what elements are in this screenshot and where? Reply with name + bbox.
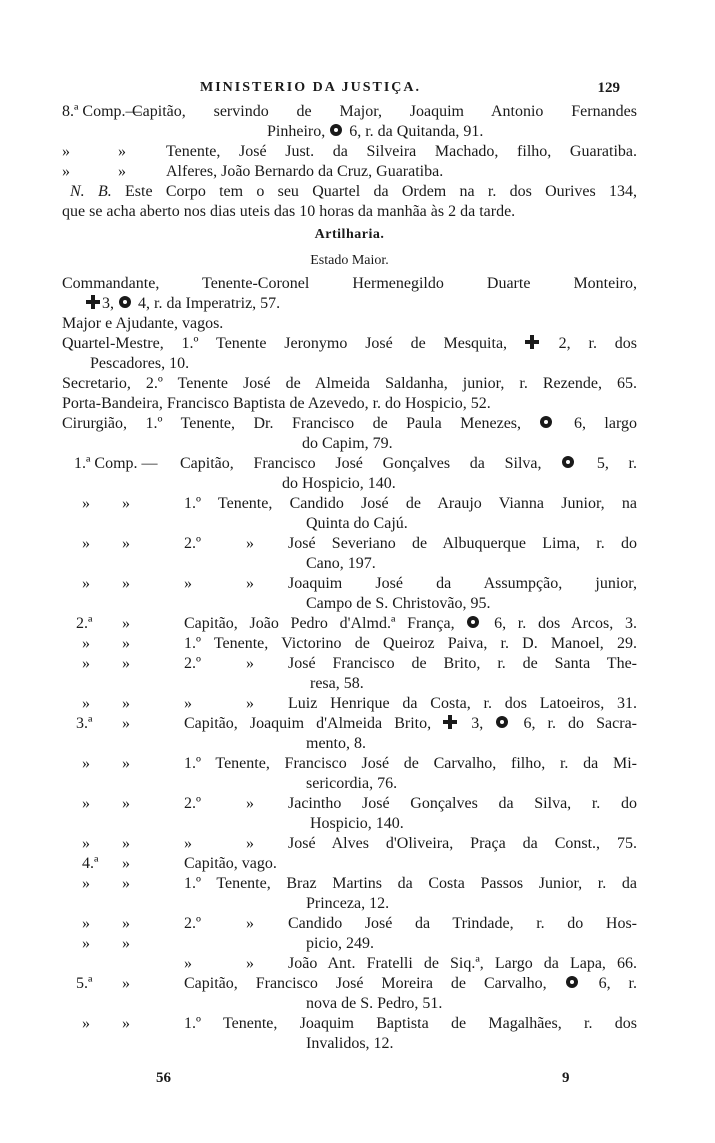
text-line [62,102,637,122]
continuation-text [310,674,637,694]
text-line [62,554,637,574]
section-heading: Artilharia. [314,227,385,242]
continuation-part: Hospicio, 140. [310,815,404,832]
rank-label: 8.ª Comp.— [62,103,142,120]
text-line [62,334,637,354]
ditto-mark: » [122,655,130,672]
continuation-part: Pinheiro, [267,123,330,140]
ditto-mark: » [118,163,126,180]
entry-part: Capitão, Francisco José Moreira de Carvalho, [184,975,565,992]
ditto-mark: » [122,835,130,852]
entry-text: Alferes, João Bernardo da Cruz, Guaratiba. [166,163,444,180]
entry-text: Porta-Bandeira, Francisco Baptista de Azevedo, r. do Hospicio, 52. [62,395,491,412]
rank-label: 3.ª [76,715,93,732]
ditto-mark: » [82,875,90,892]
signature-mark-right: 9 [562,1070,570,1086]
text-line [62,414,637,434]
continuation-text [306,554,637,574]
continuation-text [306,994,637,1014]
continuation-text [306,734,637,754]
decoration-medal-icon [466,615,480,629]
ditto-mark: » [246,835,254,852]
entry-part: 6, r. dos Arcos, 3. [482,615,637,632]
continuation-text [302,434,637,454]
entry-text: João Ant. Fratelli de Siq.ª, Largo da Lapa, 66. [288,955,637,972]
ditto-mark: » [122,855,130,872]
text-line [62,914,637,934]
ditto-mark: » [246,575,254,592]
text-line [62,142,637,162]
ditto-mark: » [82,755,90,772]
rank-label: 2.ª [76,615,93,632]
text-line [62,634,637,654]
ditto-mark: » [184,695,192,712]
text-line [62,934,637,954]
entry-text: Luiz Henrique da Costa, r. dos Latoeiros, 31. [288,695,637,712]
continuation-part: 6, r. da Quitanda, 91. [345,123,484,140]
continuation-text [306,514,637,534]
entry-text: José Severiano de Albuquerque Lima, r. do [288,535,637,552]
ditto-mark: » [82,535,90,552]
continuation-part: nova de S. Pedro, 51. [306,995,443,1012]
text-line [62,374,637,394]
text-line [62,614,637,634]
continuation-part: Princeza, 12. [306,895,390,912]
continuation-text [306,1034,637,1054]
ditto-mark: » [246,955,254,972]
entry-text: Commandante, Tenente-Coronel Hermenegildo Duarte Monteiro, [62,275,637,292]
note-label: N. B. [70,183,112,200]
rank-label: 5.ª [76,975,93,992]
page-number: 129 [597,80,620,96]
ditto-mark: » [82,495,90,512]
continuation-part: resa, 58. [310,675,364,692]
entry-text: 1.º Tenente, Francisco José de Carvalho, filho, r. da Mi- [184,755,637,772]
ditto-mark: » [246,695,254,712]
text-line [62,594,637,614]
text-line [62,1014,637,1034]
entry-text: 1.º Tenente, Victorino de Queiroz Paiva, r. D. Manoel, 29. [184,635,637,652]
ditto-mark: » [82,795,90,812]
ditto-mark: » [82,575,90,592]
entry-part: Capitão, Joaquim d'Almeida Brito, [184,715,444,732]
text-line [62,182,637,202]
ditto-mark: » [122,1015,130,1032]
entry-text [62,414,637,434]
ditto-mark: 2.º [184,915,201,932]
text-line [62,834,637,854]
decoration-medal-icon [539,415,553,429]
entry-text [184,714,637,734]
entry-text: picio, 249. [306,935,374,952]
text-line [62,354,637,374]
entry-part: 6, r. do Sacra- [511,715,637,732]
note-text: Este Corpo tem o seu Quartel da Ordem na r. dos Ourives 134, [125,183,638,200]
ditto-mark: » [122,795,130,812]
ditto-mark: » [122,615,130,632]
text-line [62,954,637,974]
continuation-part: do Hospicio, 140. [282,475,396,492]
entry-text: 1.º Tenente, Joaquim Baptista de Magalhães, r. dos [184,1015,637,1032]
entry-text: José Alves d'Oliveira, Praça da Const., 75. [288,835,637,852]
continuation-text [267,122,637,142]
ditto-mark: » [82,695,90,712]
entry-text: Capitão, servindo de Major, Joaquim Antonio Fernandes [132,103,637,120]
text-line [62,754,637,774]
ditto-mark: » [82,1015,90,1032]
entry-text: Jacintho José Gonçalves da Silva, r. do [288,795,637,812]
continuation-part: Invalidos, 12. [306,1035,394,1052]
text-line [62,894,637,914]
entry-text: Secretario, 2.º Tenente José de Almeida Saldanha, junior, r. Rezende, 65. [62,375,637,392]
ditto-mark: » [82,635,90,652]
ditto-mark: » [62,143,70,160]
ditto-mark: » [184,835,192,852]
text-line [62,274,637,294]
continuation-part: do Capim, 79. [302,435,393,452]
text-line [62,294,637,314]
entry-text: 1.º Tenente, Braz Martins da Costa Passos Junior, r. da [184,875,637,892]
ditto-mark: » [82,655,90,672]
text-line [62,534,637,554]
continuation-part: Cano, 197. [306,555,376,572]
ditto-mark: » [122,635,130,652]
text-line [62,714,637,734]
entry-part: 3, [459,715,496,732]
ditto-mark: 2.º [184,795,201,812]
entry-text: Tenente, José Just. da Silveira Machado, filho, Guaratiba. [166,143,637,160]
continuation-text [310,814,637,834]
order-cross-icon [525,335,539,349]
ditto-mark: » [246,915,254,932]
text-line [62,434,637,454]
ditto-mark: 4.ª [82,855,99,872]
continuation-part: Quinta do Cajú. [306,515,408,532]
text-line [62,394,637,414]
continuation-text [306,594,637,614]
text-line [62,314,637,334]
continuation-text [306,894,637,914]
order-cross-icon [443,715,457,729]
text-line [62,202,637,222]
entry-text [184,614,637,634]
text-line [62,794,637,814]
text-line [62,474,637,494]
decoration-medal-icon [118,295,132,309]
entry-part: Quartel-Mestre, 1.º Tenente Jeronymo José de Mesquita, [62,335,525,352]
text-line [62,574,637,594]
ditto-mark: » [122,915,130,932]
rank-label: 1.ª Comp. — [74,455,158,472]
text-line [62,874,637,894]
text-line [62,774,637,794]
entry-part: Capitão, João Pedro d'Almd.ª França, [184,615,467,632]
text-line [62,814,637,834]
ditto-mark: » [122,715,130,732]
text-line [62,854,637,874]
continuation-part: Pescadores, 10. [90,355,190,372]
text-line [62,674,637,694]
continuation-text [306,774,637,794]
entry-part: Capitão, Francisco José Gonçalves da Silva, [180,455,562,472]
ditto-mark: » [122,535,130,552]
running-header [200,80,620,102]
text-line [62,974,637,994]
text-line [62,454,637,474]
entry-part: 5, r. [577,455,637,472]
signature-mark-left: 56 [156,1070,171,1086]
entry-part: 6, largo [555,415,637,432]
text-line [62,994,637,1014]
text-line [62,122,637,142]
entry-part: 6, r. [580,975,637,992]
ditto-mark: 2.º [184,655,201,672]
ditto-mark: » [122,575,130,592]
entry-text: Candido José da Trindade, r. do Hos- [288,915,637,932]
ditto-mark: » [122,695,130,712]
ditto-mark: » [118,143,126,160]
continuation-part: 3, [102,295,118,312]
entry-text: Joaquim José da Assumpção, junior, [288,575,637,592]
text-line [62,654,637,674]
text-line [62,694,637,714]
decoration-medal-icon [329,123,343,137]
text-line [62,734,637,754]
text-line [62,1034,637,1054]
subsection-heading: Estado Maior. [310,253,389,268]
ditto-mark: 2.º [184,535,201,552]
ditto-mark: » [62,163,70,180]
ditto-mark: » [82,915,90,932]
ditto-mark: » [82,835,90,852]
decoration-medal-icon [561,455,575,469]
ditto-mark: » [184,575,192,592]
entry-text: Major e Ajudante, vagos. [62,315,224,332]
entry-part: Cirurgião, 1.º Tenente, Dr. Francisco de Paula Menezes, [62,415,540,432]
continuation-text [282,474,637,494]
ditto-mark: » [122,755,130,772]
text-line [62,162,637,182]
ditto-mark: » [246,795,254,812]
entry-text: José Francisco de Brito, r. de Santa The- [288,655,637,672]
page-title: MINISTERIO DA JUSTIÇA. [200,80,421,95]
entry-part: 2, r. dos [540,335,637,352]
ditto-mark: » [246,535,254,552]
text-line [62,514,637,534]
ditto-mark: » [122,935,130,952]
continuation-part: mento, 8. [306,735,366,752]
ditto-mark: » [184,955,192,972]
ditto-mark: » [82,935,90,952]
continuation-text [86,294,637,314]
document-body [62,102,637,1054]
ditto-mark: » [122,495,130,512]
continuation-text [90,354,637,374]
entry-text [62,334,637,354]
continuation-part: sericordia, 76. [306,775,398,792]
entry-text: 1.º Tenente, Candido José de Araujo Vianna Junior, na [184,495,637,512]
entry-text: Capitão, vago. [184,855,277,872]
entry-text: que se acha aberto nos dias uteis das 10 horas da manhãa às 2 da tarde. [62,203,516,220]
continuation-part: 4, r. da Imperatriz, 57. [134,295,281,312]
ditto-mark: » [246,655,254,672]
page-footer [0,1070,715,1092]
continuation-part: Campo de S. Christovão, 95. [306,595,491,612]
entry-text [180,454,637,474]
text-line [62,494,637,514]
ditto-mark: » [122,975,130,992]
order-cross-icon [86,295,100,309]
decoration-medal-icon [565,975,579,989]
entry-text [184,974,637,994]
note-line [70,182,637,202]
decoration-medal-icon [495,715,509,729]
ditto-mark: » [122,875,130,892]
